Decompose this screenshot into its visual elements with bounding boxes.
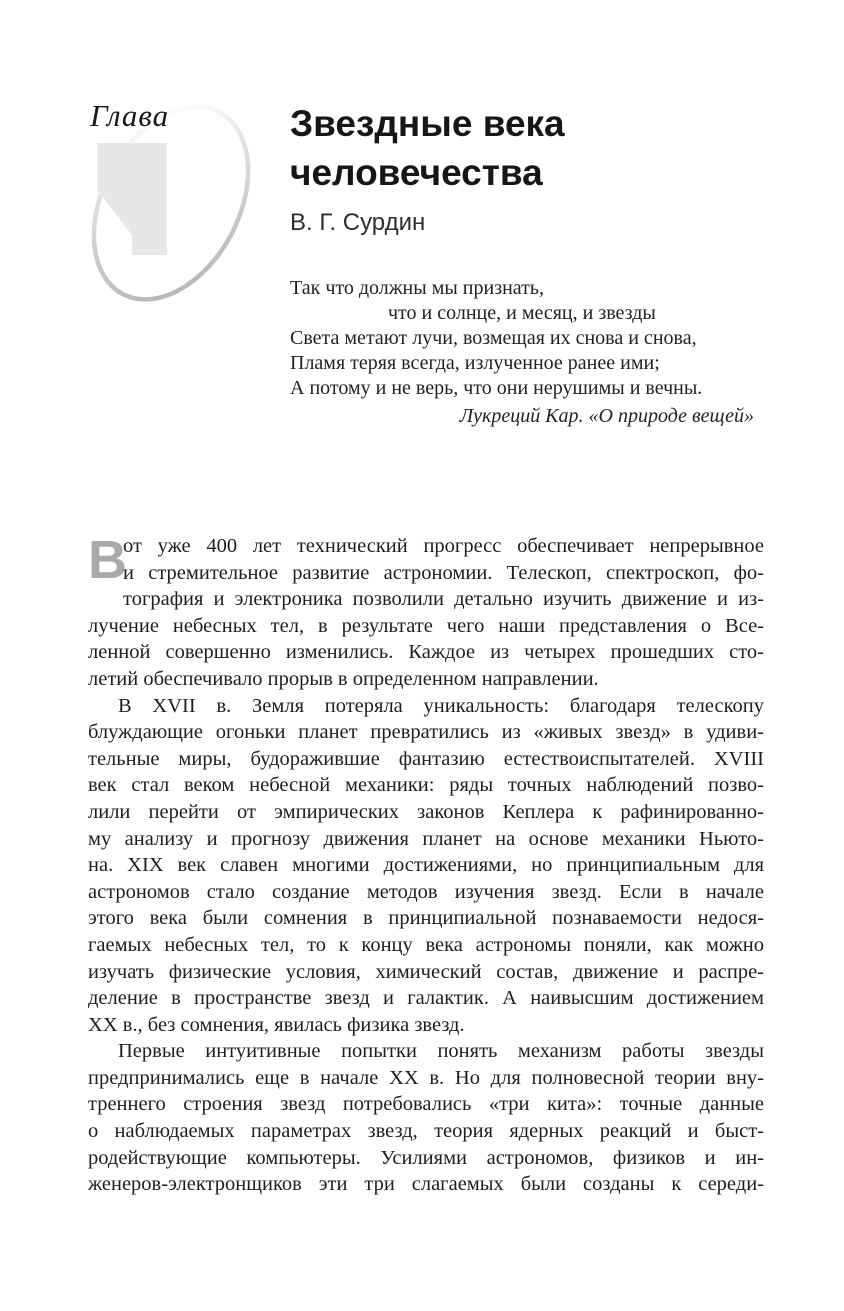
text-line: век стал веком небесной механики: ряды точных наблюдений позво- [88, 774, 764, 797]
text-line: предпринимались еще в начале XX в. Но для полновесной теории вну- [88, 1066, 764, 1089]
epigraph-lines [290, 276, 754, 401]
text-line: лучение небесных тел, в результате чего наши представления о Все- [88, 614, 764, 637]
epigraph-line: Пламя теряя всегда, излученное ранее ими; [290, 352, 660, 374]
paragraph [88, 1038, 764, 1198]
chapter-number-graphic [40, 60, 320, 390]
chapter-title: Звездные века человечества [290, 103, 565, 193]
epigraph-line: Так что должны мы признать, [290, 277, 545, 299]
text-line: блуждающие огоньки планет превратились из «живых звезд» в удиви- [88, 721, 764, 744]
text-line: этого века были сомнения в принципиальной познаваемости недося- [88, 907, 764, 930]
body-text [88, 530, 764, 1198]
epigraph-line: Света метают лучи, возмещая их снова и снова, [290, 327, 697, 349]
epigraph [290, 276, 754, 429]
paragraph [88, 530, 764, 693]
text-line: В XVII в. Земля потеряла уникальность: благодаря телескопу [118, 694, 764, 717]
text-line: деление в пространстве звезд и галактик. А наивысшим достижением [88, 987, 764, 1010]
text-line: летий обеспечивало прорыв в определенном направлении. [88, 667, 599, 690]
text-line: тельные миры, будоражившие фантазию естествоиспытателей. XVIII [88, 747, 764, 770]
paragraph [88, 693, 764, 1039]
epigraph-line: что и солнце, и месяц, и звезды [388, 302, 656, 324]
text-line: XX в., без сомнения, явилась физика звезд. [88, 1013, 465, 1036]
text-line: му анализу и прогнозу движения планет на основе механики Ньюто- [88, 827, 764, 850]
chapter-label: Глава [90, 98, 170, 133]
drop-cap: В [88, 530, 127, 590]
text-line: Первые интуитивные попытки понять механизм работы звезды [118, 1040, 764, 1063]
text-line: женеров-электронщиков эти три слагаемых были созданы к середи- [88, 1173, 764, 1196]
text-line: родействующие компьютеры. Усилиями астрономов, физиков и ин- [88, 1146, 764, 1169]
text-line: лили перейти от эмпирических законов Кеплера к рафинированно- [88, 800, 764, 823]
text-line: тография и электроника позволили детально изучить движение и из- [123, 588, 764, 611]
epigraph-attribution: Лукреций Кар. «О природе вещей» [459, 405, 754, 427]
chapter-author: В. Г. Сурдин [290, 209, 426, 236]
text-line: треннего строения звезд потребовались «три кита»: точные данные [88, 1093, 764, 1116]
text-line: гаемых небесных тел, то к концу века астрономы поняли, как можно [88, 933, 764, 956]
title-block [290, 99, 760, 237]
text-line: от уже 400 лет технический прогресс обеспечивает непрерывное [123, 535, 764, 557]
text-line: астрономов стало создание методов изучения звезд. Если в начале [88, 880, 764, 903]
text-line: изучать физические условия, химический состав, движение и распре- [88, 960, 764, 983]
text-line: о наблюдаемых параметрах звезд, теория ядерных реакций и быст- [88, 1120, 764, 1143]
text-line: ленной совершенно изменились. Каждое из четырех прошедших сто- [88, 641, 764, 664]
epigraph-line: А потому и не верь, что они нерушимы и вечны. [290, 377, 703, 399]
text-line: и стремительное развитие астрономии. Телескоп, спектроскоп, фо- [123, 561, 764, 584]
chapter-numeral-one [97, 143, 167, 255]
text-line: на. XIX век славен многими достижениями, но принципиальным для [88, 854, 764, 877]
